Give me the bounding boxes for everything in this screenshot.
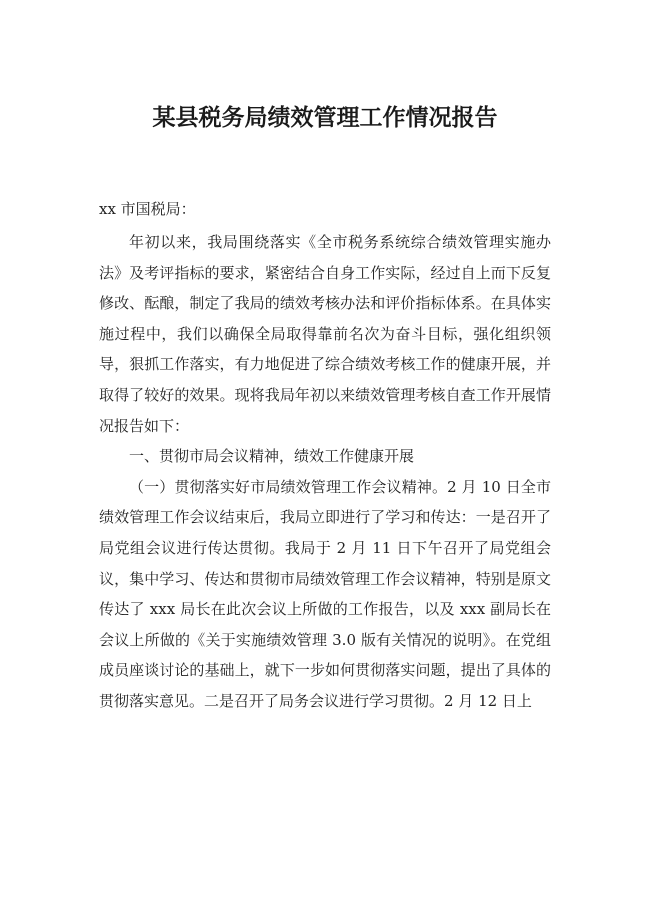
paragraph-subsection-1: （一）贯彻落实好市局绩效管理工作会议精神。2 月 10 日全市绩效管理工作会议结束后，我局立即进行了学习和传达：一是召开了局党组会议进行传达贯彻。我局于 2 月 11 日下午召开了局党组会议，集中学习、传达和贯彻市局绩效管理工作会议精神，特别是原文传达了 xxx 局长在此次会议上所做的工作报告，以及 xxx 副局长在会议上所做的《关于实施绩效管理 3.0 版有关情况的说明》。在党组成员座谈讨论的基础上，就下一步如何贯彻落实问题，提出了具体的贯彻落实意见。二是召开了局务会议进行学习贯彻。2 月 12 日上 <box>99 477 551 710</box>
section-heading-1: 一、贯彻市局会议精神，绩效工作健康开展 <box>129 447 415 466</box>
document-body <box>99 194 551 717</box>
document-title: 某县税务局绩效管理工作情况报告 <box>152 105 498 131</box>
salutation: xx 市国税局： <box>99 200 196 218</box>
paragraph-intro: 年初以来，我局围绕落实《全市税务系统综合绩效管理实施办法》及考评指标的要求，紧密结合自身工作实际，经过自上而下反复修改、酝酿，制定了我局的绩效考核办法和评价指标体系。在具体实施过程中，我们以确保全局取得靠前名次为奋斗目标，强化组织领导，狠抓工作落实，有力地促进了综合绩效考核工作的健康开展，并取得了较好的效果。现将我局年初以来绩效管理考核自查工作开展情况报告如下： <box>99 233 551 435</box>
